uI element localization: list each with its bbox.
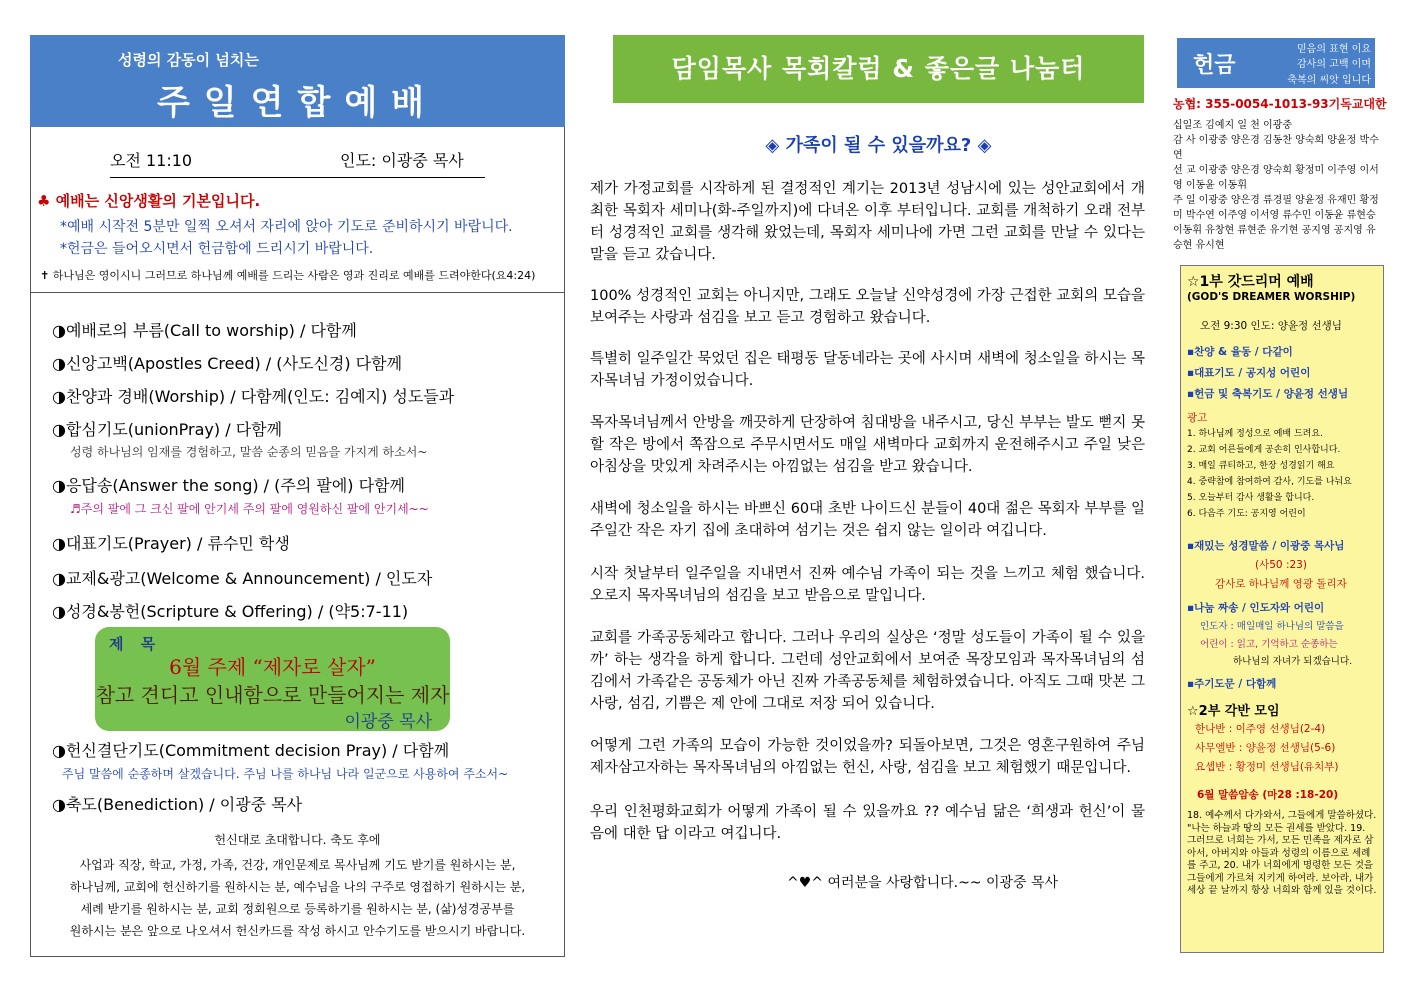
verse-text: ✝ 하나님은 영이시니 그러므로 하나님께 예배를 드리는 사람은 영과 진리로 예배를 드려야한다(요4:24) (40, 269, 536, 282)
header-subtitle: 성령의 감동이 넘치는 (118, 51, 259, 69)
bank-account: 농협: 355-0054-1013-93기독교대한 (1173, 97, 1387, 111)
notice-item: 5. 오늘부터 감사 생활을 합니다. (1187, 493, 1315, 503)
order-item: ◑예배로의 부름(Call to worship) / 다함께 (52, 321, 357, 340)
order-item: ◑축도(Benediction) / 이광중 목사 (52, 795, 303, 814)
order-subtext: 주님 말씀에 순종하며 살겠습니다. 주님 나를 하나님 나라 일군으로 사용하여 주소서~ (62, 767, 509, 781)
paragraph: 어떻게 그런 가족의 모습이 가능한 것이었을까? 되돌아보면, 그것은 영혼구원하여 주님 제자삼고자하는 목자목녀님의 아낌없는 헌신, 사랑, 섬김을 보고 체험했기 때문입니다. (590, 738, 1145, 776)
order-item: ◑신앙고백(Apostles Creed) / (사도신경) 다함께 (52, 354, 403, 373)
paragraph: 교회를 가족공동체라고 합니다. 그러나 우리의 실상은 ‘정말 성도들이 가족이 될 수 있을까’ 하는 생각을 하게 합니다. 그런데 성안교회에서 보여준 목장모임과 목자목녀님의 섬김에서 가족같은 공동체가 아닌 진짜 가족공동체를 체험하였습니다. 아직도 그때 맛본 그 사랑, 섬김, 기쁨은 제 안에 그대로 저장 되어 있습니다. (590, 630, 1145, 712)
column-header: 담임목사 목회칼럼 & 좋은글 나눔터 (613, 35, 1144, 103)
paragraph: 특별히 일주일간 묵었던 집은 태평동 달동네라는 곳에 사시며 새벽에 청소일을 하시는 목자목녀님 가정이었습니다. (590, 351, 1145, 389)
notices-label: 광고 (1187, 412, 1208, 424)
service-leader: 인도: 이광중 목사 (340, 151, 464, 170)
bible-title: ▪재밌는 성경말씀 / 이광중 목사님 (1187, 540, 1345, 552)
part1-item: ▪찬양 & 율동 / 다같이 (1187, 346, 1293, 358)
notice-item: 6. 다음주 기도: 공지영 어린이 (1187, 509, 1306, 519)
sermon-box (95, 627, 450, 731)
divider (30, 292, 565, 293)
order-item: ◑성경&봉헌(Scripture & Offering) / (약5:7-11) (52, 602, 409, 621)
share-leader: 인도자 : 매일매일 하나님의 말씀을 (1200, 621, 1344, 632)
offering-roster: 감 사 이광중 양은경 김동찬 양숙희 양윤정 박수연 (1173, 135, 1379, 161)
bible-ref: (사50 :23) (1255, 559, 1307, 571)
sermon-label: 제 목 (109, 635, 162, 653)
invite-title: 헌신대로 초대합니다. 축도 후에 (214, 833, 381, 847)
invite-line: 사업과 직장, 학교, 가정, 가족, 건강, 개인문제로 목사님께 기도 받기를 원하시는 분, (79, 858, 516, 872)
part1-item: ▪대표기도 / 공지성 어린이 (1187, 367, 1311, 379)
header-title: 주일연합예배 (156, 83, 439, 123)
offering-line: 감사의 고백 이며 (1297, 59, 1371, 70)
offering-roster: 십일조 김예지 일 천 이광중 (1173, 120, 1292, 131)
order-item: ◑헌신결단기도(Commitment decision Pray) / 다함께 (52, 741, 450, 760)
part1-item: ▪헌금 및 축복기도 / 양윤정 선생님 (1187, 388, 1349, 400)
time-row (110, 148, 485, 178)
order-item: ◑교제&광고(Welcome & Announcement) / 인도자 (52, 569, 433, 588)
paragraph: 100% 성경적인 교회는 아니지만, 그래도 오늘날 신약성경에 가장 근접한 교회의 모습을 보여주는 사랑과 섬김을 보고 듣고 경험하고 왔습니다. (590, 288, 1145, 326)
offering-title: 헌금 (1193, 53, 1236, 78)
sermon-title: 참고 견디고 인내함으로 만들어지는 제자 (95, 683, 450, 707)
offering-roster: 주 일 이광중 양은경 류경필 양윤정 유재민 황정미 박수연 이주영 이서영 류수민 이동윤 류현승 이동휘 유창현 류현준 유기현 공지영 공지영 유승현 유시현 (1173, 195, 1379, 251)
offering-roster: 선 교 이광중 양은경 양숙희 황정미 이주영 이서영 이동윤 이동휘 (1173, 165, 1379, 191)
column-title: ◈ 가족이 될 수 있을까요? ◈ (765, 135, 992, 156)
notice-item: 4. 중략참에 참여하여 감사, 기도를 나눠요 (1187, 477, 1352, 487)
share-kids-2: 하나님의 자녀가 되겠습니다. (1233, 656, 1353, 667)
notice-item: 3. 매일 큐티하고, 한장 성경읽기 해요 (1187, 461, 1335, 471)
part2-title: ☆2부 각반 모임 (1187, 704, 1280, 719)
invite-line: 원하시는 분은 앞으로 나오셔서 헌신카드를 작성 하시고 안수기도를 받으시기 바랍니다. (69, 924, 526, 938)
order-item: ◑합심기도(unionPray) / 다함께 (52, 420, 283, 439)
notice-line: *예배 시작전 5분만 일찍 오셔서 자리에 앉아 기도로 준비하시기 바랍니다. (60, 219, 513, 235)
share-kids: 어린이 : 읽고, 기억하고 순종하는 (1200, 639, 1338, 650)
invite-line: 세례 받기를 원하시는 분, 교회 정회원으로 등록하기를 원하시는 분, (삶)성경공부를 (80, 902, 515, 916)
offering-line: 축복의 씨앗 입니다 (1287, 75, 1371, 86)
signature: ^♥^ 여러분을 사랑합니다.~~ 이광중 목사 (787, 875, 1059, 891)
order-subtext: 성령 하나님의 임재를 경험하고, 말씀 순종의 믿음을 가지게 하소서~ (70, 445, 428, 459)
invite-line: 하나님께, 교회에 헌신하기를 원하시는 분, 예수님을 나의 구주로 영접하기 원하시는 분, (69, 880, 526, 894)
notice-line: *헌금은 들어오시면서 헌금함에 드리시기 바랍니다. (60, 241, 374, 257)
part1-subtitle: (GOD'S DREAMER WORSHIP) (1187, 291, 1356, 303)
service-time: 오전 11:10 (110, 151, 193, 170)
class-item: 사무엘반 : 양윤정 선생님(5-6) (1195, 742, 1336, 754)
order-item: ◑찬양과 경배(Worship) / 다함께(인도: 김예지) 성도들과 (52, 387, 455, 406)
part1-time: 오전 9:30 인도: 양윤정 선생님 (1200, 320, 1342, 332)
offering-box (1177, 38, 1375, 88)
memory-text: 18. 예수께서 다가와서, 그들에게 말씀하셨다. "나는 하늘과 땅의 모든 권세를 받았다. 19. 그러므로 너희는 가서, 모든 민족을 제자로 삼아서, 아버지와 아들과 성령의 이름으로 세례를 주고, 20. 내가 너희에게 명령한 모든 것을 그들에게 가르쳐 지키게 하여라. 보아라, 내가 세상 끝 날까지 항상 너희와 함께 있을 것이다. (1187, 810, 1377, 896)
sermon-preacher: 이광중 목사 (344, 712, 432, 732)
class-item: 요셉반 : 황정미 선생님(유치부) (1195, 761, 1339, 773)
part1-title: ☆1부 갓드리머 예배 (1187, 274, 1314, 290)
offering-line: 믿음의 표현 이요 (1297, 44, 1371, 55)
paragraph: 우리 인천평화교회가 어떻게 가족이 될 수 있을까요 ?? 예수님 닮은 ‘희생과 헌신’이 물음에 대한 답 이라고 여깁니다. (590, 804, 1145, 842)
notice-item: 1. 하나님께 정성으로 예배 드려요. (1187, 429, 1323, 439)
paragraph: 새벽에 청소일을 하시는 바쁘신 60대 초반 나이드신 분들이 40대 젊은 목회자 부부를 일주일간 작은 자기 집에 초대하여 섬기는 것은 쉽지 않는 일이라 여깁니다. (590, 501, 1145, 539)
memory-title: 6월 말씀암송 (마28 :18-20) (1197, 789, 1339, 801)
notice-item: 2. 교회 어른들에게 공손히 인사합니다. (1187, 445, 1341, 455)
paragraph: 제가 가정교회를 시작하게 된 결정적인 계기는 2013년 성남시에 있는 성안교회에서 개최한 목회자 세미나(화-주일까지)에 다녀온 이후 부터입니다. 교회를 개척하기 오래 전부터 성경적인 교회를 생각해 왔었는데, 목회자 세미나에 가면 그런 교회를 만날 수 있다는 말을 듣고 갔습니다. (590, 181, 1145, 263)
lords-prayer: ▪주기도문 / 다함께 (1187, 678, 1277, 690)
class-item: 한나반 : 이주영 선생님(2-4) (1195, 723, 1326, 735)
sermon-theme: 6월 주제 “제자로 살자” (169, 655, 376, 679)
notice-title: ♣ 예배는 신앙생활의 기본입니다. (37, 192, 261, 210)
order-subtext: ♬주의 팔에 그 크신 팔에 안기세 주의 팔에 영원하신 팔에 안기세~~ (70, 502, 429, 516)
order-item: ◑대표기도(Prayer) / 류수민 학생 (52, 534, 290, 553)
order-item: ◑응답송(Answer the song) / (주의 팔에) 다함께 (52, 476, 406, 495)
bible-sub: 감사로 하나님께 영광 돌리자 (1215, 578, 1347, 590)
paragraph: 목자목녀님께서 안방을 깨끗하게 단장하여 침대방을 내주시고, 당신 부부는 발도 뻗지 못할 작은 방에서 쪽잠으로 주무시면서도 매일 새벽마다 교회까지 운전해주시고 주일 낮은 아침상을 맛있게 차려주시는 아낌없는 섬김을 받고 왔습니다. (590, 415, 1145, 475)
left-header (30, 35, 565, 127)
paragraph: 시작 첫날부터 일주일을 지내면서 진짜 예수님 가족이 되는 것을 느끼고 체험 했습니다. 오로지 목자목녀님의 섬김을 보고 받음으로 말입니다. (590, 566, 1145, 604)
share-title: ▪나눔 짜송 / 인도자와 어린이 (1187, 602, 1325, 614)
